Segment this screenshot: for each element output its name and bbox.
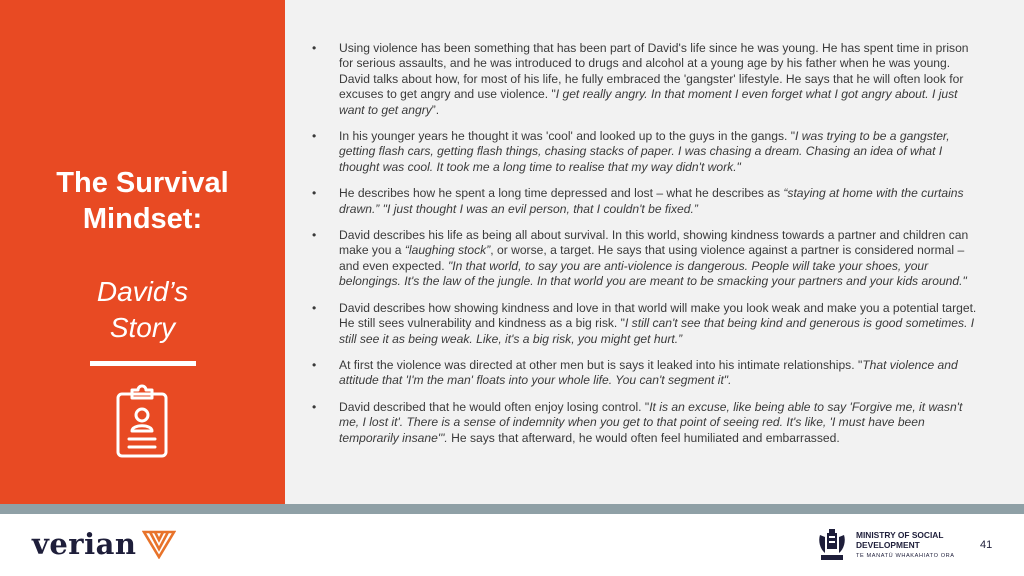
bullet-item (285, 186, 1024, 217)
clipboard-person-icon (115, 383, 169, 459)
bullet-text: He describes how he spent a long time depressed and lost – what he describes as (339, 186, 784, 201)
quote-text: “staying at home with the curtains drawn.” "I just thought I was an evil person, that I couldn't be fixed.” (339, 186, 964, 216)
quote-text: I was trying to be a gangster, getting flash cars, getting flash things, chasing stacks of paper. I was chasing a dream. Chasing an idea of what I thought was cool. It took me a long time to realise that my way didn't work." (339, 129, 950, 174)
title-divider (90, 361, 196, 366)
ministry-line-1: MINISTRY OF SOCIAL (856, 529, 944, 540)
bullet-item (285, 358, 1024, 389)
bullet-text: David described that he would often enjoy losing control. " (339, 399, 650, 414)
msd-text (856, 530, 955, 561)
bullet-item (285, 301, 1024, 347)
quote-text: I get really angry. In that moment I even forget what I got angry about. I just want to get angry (339, 87, 958, 117)
bullet-text: In his younger years he thought it was 'cool' and looked up to the guys in the gangs. " (339, 129, 796, 144)
footer (0, 514, 1024, 576)
quote-text: "In that world, to say you are anti-violence is dangerous. People will take your shoes, your belongings. It's the law of the jungle. In that world you are meant to be smacking your partners and your kids around." (339, 258, 967, 289)
page-number: 41 (980, 539, 993, 551)
footer-divider-bar (0, 504, 1024, 514)
ministry-maori-name: TE MANATŪ WHAKAHIATO ORA (856, 552, 955, 559)
quote-text: “laughing stock” (404, 243, 491, 258)
bullet-list (285, 41, 1024, 446)
msd-logo (816, 527, 955, 563)
bullet-text: David describes his life as being all about survival. In this world, showing kindness towards a partner and children can make you a (339, 228, 969, 258)
title-line-1: The Survival (56, 167, 229, 199)
quote-text: I still can't see that being kind and generous is good sometimes. I still see it as being weak. Like, it's a big risk, you might get hurt.” (339, 316, 975, 346)
bullet-item (285, 41, 1024, 118)
coat-of-arms-icon (816, 527, 848, 563)
verian-triangle-icon (142, 529, 176, 559)
bullet-item (285, 228, 1024, 290)
bullet-item (285, 400, 1024, 446)
title-line-2: Mindset: (82, 203, 203, 235)
bullet-text: Using violence has been something that has been part of David's life since he was young. He has spent time in prison for serious assaults, and he was introduced to drugs and alcohol at a young age by his father when he was young. David talks about how, for most of his life, he fully embraced the 'gangster' lifestyle. He says that he will often look for excuses to get angry and use violence. " (339, 41, 969, 102)
subtitle-line-1: David’s (96, 276, 189, 307)
bullet-text: David describes how showing kindness and love in that world will make you look weak and make you a potential target. He still sees vulnerability and kindness as a big risk. " (339, 300, 977, 331)
bullet-text: ”. (431, 102, 440, 117)
verian-wordmark: verian (32, 527, 137, 561)
slide-subtitle (0, 274, 285, 346)
quote-text: That violence and attitude that 'I'm the man' floats into your whole life. You can't segment it". (339, 357, 958, 388)
subtitle-line-2: Story (109, 312, 176, 343)
ministry-line-2: DEVELOPMENT (856, 539, 920, 550)
bullet-text: He says that afterward, he would often feel humiliated and embarrassed. (447, 430, 840, 445)
bullet-item (285, 129, 1024, 175)
title-panel (0, 0, 285, 504)
verian-logo (32, 526, 176, 562)
content-panel (285, 0, 1024, 504)
bullet-text: , or worse, a target. He says that using violence against a partner is considered normal – and even expected. (339, 243, 965, 273)
bullet-text: At first the violence was directed at other men but is says it leaked into his intimate relationships. " (339, 357, 863, 372)
quote-text: It is an excuse, like being able to say 'Forgive me, it wasn't me, I lost it'. There is a sense of indemnity when you get to that point of seeing red. It's like, 'I must have been temporarily insane'". (339, 399, 963, 445)
slide-title (0, 165, 285, 237)
